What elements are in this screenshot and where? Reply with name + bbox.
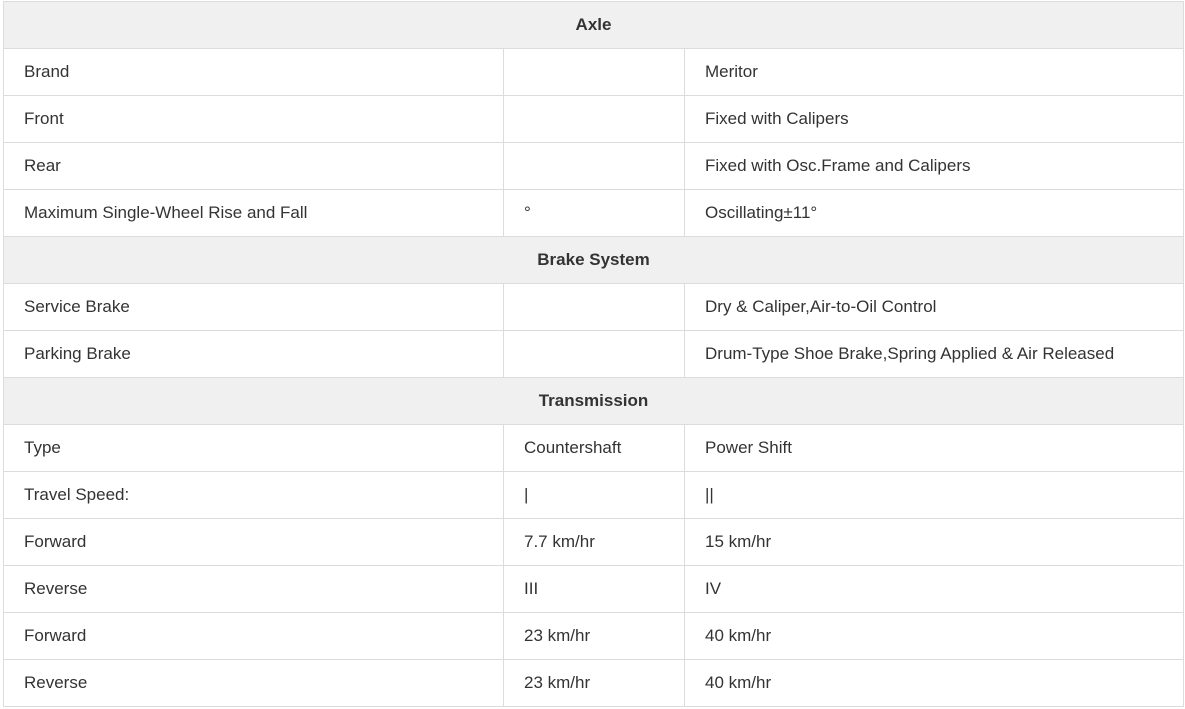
spec-table (3, 1, 1184, 707)
spec-unit (504, 143, 685, 190)
spec-unit: 23 km/hr (504, 613, 685, 660)
table-row (4, 143, 1184, 190)
spec-value: Oscillating±11° (685, 190, 1184, 237)
spec-value: 40 km/hr (685, 613, 1184, 660)
spec-value: IV (685, 566, 1184, 613)
spec-value: Fixed with Osc.Frame and Calipers (685, 143, 1184, 190)
section-title: Transmission (4, 378, 1184, 425)
spec-label: Rear (4, 143, 504, 190)
spec-value: Power Shift (685, 425, 1184, 472)
table-row (4, 284, 1184, 331)
spec-value: Fixed with Calipers (685, 96, 1184, 143)
spec-unit: | (504, 472, 685, 519)
table-row (4, 331, 1184, 378)
spec-label: Reverse (4, 660, 504, 707)
table-row (4, 96, 1184, 143)
spec-unit: III (504, 566, 685, 613)
spec-label: Type (4, 425, 504, 472)
section-title: Brake System (4, 237, 1184, 284)
table-row (4, 660, 1184, 707)
section-header-axle (4, 2, 1184, 49)
spec-label: Parking Brake (4, 331, 504, 378)
spec-unit: ° (504, 190, 685, 237)
table-row (4, 190, 1184, 237)
spec-value: 40 km/hr (685, 660, 1184, 707)
spec-value: 15 km/hr (685, 519, 1184, 566)
spec-label: Travel Speed: (4, 472, 504, 519)
spec-label: Forward (4, 519, 504, 566)
spec-label: Brand (4, 49, 504, 96)
spec-value: Meritor (685, 49, 1184, 96)
spec-label: Front (4, 96, 504, 143)
spec-label: Service Brake (4, 284, 504, 331)
spec-unit: Countershaft (504, 425, 685, 472)
spec-value: Dry & Caliper,Air-to-Oil Control (685, 284, 1184, 331)
spec-label: Forward (4, 613, 504, 660)
section-header-transmission (4, 378, 1184, 425)
table-row (4, 49, 1184, 96)
spec-unit: 7.7 km/hr (504, 519, 685, 566)
spec-value: || (685, 472, 1184, 519)
spec-unit (504, 331, 685, 378)
spec-unit: 23 km/hr (504, 660, 685, 707)
table-row (4, 519, 1184, 566)
section-header-brake-system (4, 237, 1184, 284)
spec-unit (504, 96, 685, 143)
spec-value: Drum-Type Shoe Brake,Spring Applied & Air Released (685, 331, 1184, 378)
table-row (4, 425, 1184, 472)
spec-label: Reverse (4, 566, 504, 613)
section-title: Axle (4, 2, 1184, 49)
table-row (4, 472, 1184, 519)
spec-unit (504, 49, 685, 96)
spec-label: Maximum Single-Wheel Rise and Fall (4, 190, 504, 237)
table-row (4, 613, 1184, 660)
table-row (4, 566, 1184, 613)
spec-unit (504, 284, 685, 331)
